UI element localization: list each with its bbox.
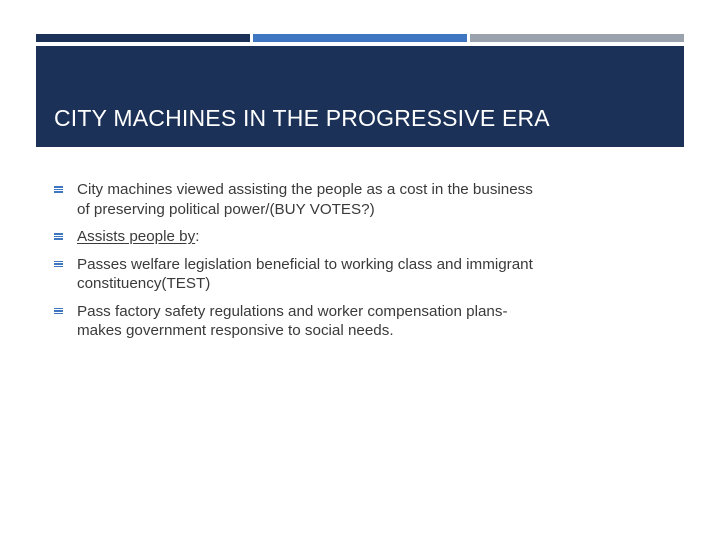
bullet-list bbox=[54, 180, 534, 341]
accent-bar-blue bbox=[253, 34, 467, 42]
list-bullet-icon bbox=[54, 186, 63, 193]
list-bullet-icon bbox=[54, 308, 63, 315]
bullet-item-assists-people bbox=[54, 227, 534, 247]
bullet-text-underlined: Assists people by bbox=[77, 228, 196, 245]
list-bullet-icon bbox=[54, 261, 63, 268]
slide-title: CITY MACHINES IN THE PROGRESSIVE ERA bbox=[54, 105, 550, 131]
bullet-item-machines-cost bbox=[54, 180, 534, 219]
accent-bar-gray bbox=[470, 34, 684, 42]
bullet-item-factory-safety bbox=[54, 302, 534, 341]
bullet-item-welfare-legislation bbox=[54, 255, 534, 294]
accent-bar-dark bbox=[36, 34, 250, 42]
bullet-text: Pass factory safety regulations and worker compensation plans- makes government responsive to social needs. bbox=[77, 302, 508, 339]
list-bullet-icon bbox=[54, 233, 63, 240]
title-banner bbox=[36, 46, 684, 147]
bullet-text: Passes welfare legislation beneficial to working class and immigrant constituency(TEST) bbox=[77, 255, 533, 292]
bullet-text: City machines viewed assisting the people as a cost in the business of preserving political power/(BUY VOTES?) bbox=[77, 181, 533, 218]
bullet-text-suffix: : bbox=[195, 228, 200, 245]
